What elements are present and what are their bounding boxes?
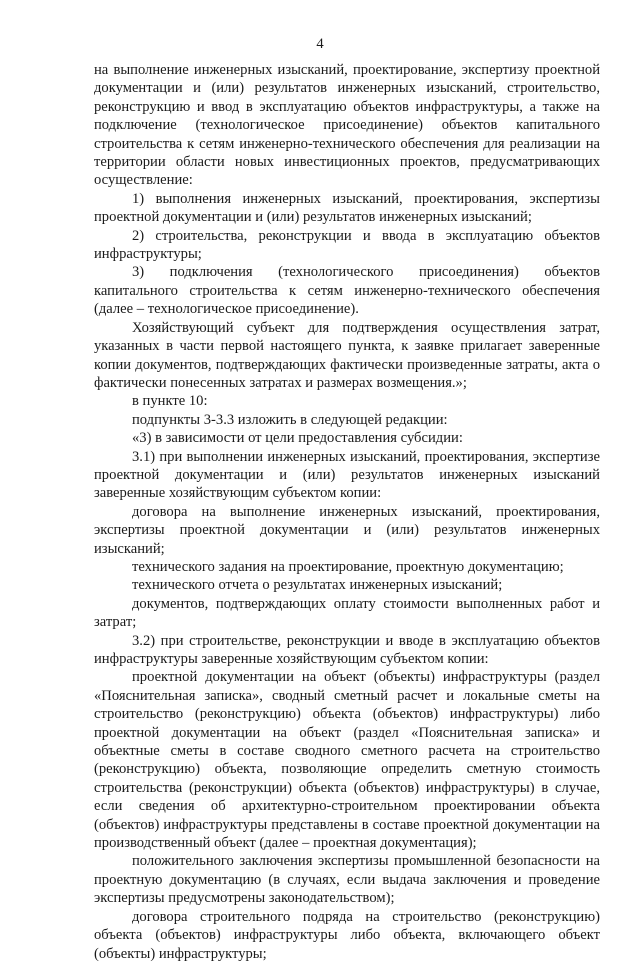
paragraph: «3) в зависимости от цели предоставления субсидии:: [132, 430, 463, 447]
paragraph: 2) строительства, реконструкции и ввода в эксплуатацию объектов инфраструктуры;: [94, 227, 600, 263]
paragraph: договора строительного подряда на строительство (реконструкцию) объекта (объектов) инфраструктуры либо объекта, включающего объект (объекты) инфраструктуры;: [94, 908, 600, 962]
paragraph: технического отчета о результатах инженерных изысканий;: [132, 577, 503, 594]
paragraph: документов, подтверждающих оплату стоимости выполненных работ и затрат;: [94, 595, 600, 631]
paragraph: 3.1) при выполнении инженерных изысканий, проектирования, экспертизе проектной документации и (или) результатов инженерных изысканий заверенные хозяйствующим субъектом копии:: [94, 448, 600, 502]
paragraph: на выполнение инженерных изысканий, проектирование, экспертизу проектной документации и (или) результатов инженерных изысканий, строительство, реконструкцию и ввод в эксплуатацию объектов инфраструктуры, а также на подключение (технологическое присоединение) объектов капитального строительства к сетям инженерно-технического обеспечения для реализации на территории области новых инвестиционных проектов, предусматривающих осуществление:: [94, 62, 600, 189]
paragraph: 3.2) при строительстве, реконструкции и вводе в эксплуатацию объектов инфраструктуры заверенные хозяйствующим субъектом копии:: [94, 632, 600, 667]
paragraph: договора на выполнение инженерных изысканий, проектирования, экспертизы проектной документации и (или) результатов инженерных изысканий;: [94, 503, 600, 557]
paragraph: технического задания на проектирование, проектную документацию;: [132, 558, 564, 575]
paragraph: положительного заключения экспертизы промышленной безопасности на проектную документацию (в случаях, если выдача заключения и проведение экспертизы предусмотрены законодательством);: [94, 853, 600, 907]
paragraph: 3) подключения (технологического присоединения) объектов капитального строительства к сетям инженерно-технического обеспечения (далее – технологическое присоединение).: [94, 264, 600, 318]
document-body: [94, 61, 600, 963]
paragraph: подпункты 3-3.3 изложить в следующей редакции:: [132, 411, 448, 428]
paragraph: 1) выполнения инженерных изысканий, проектирования, экспертизы проектной документации и (или) результатов инженерных изысканий;: [94, 190, 600, 226]
page-number: 4: [316, 36, 324, 52]
paragraph: Хозяйствующий субъект для подтверждения осуществления затрат, указанных в части первой настоящего пункта, к заявке прилагает заверенные копии документов, подтверждающих фактически произведенные затраты, акта о фактически понесенных затратах и размерах возмещения.»;: [94, 319, 600, 391]
paragraph: в пункте 10:: [132, 393, 208, 410]
paragraph: проектной документации на объект (объекты) инфраструктуры (раздел «Пояснительная записка», сводный сметный расчет и локальные сметы на строительство (реконструкцию) объекта (объектов) инфраструктуры) либо проектной документации на объект (раздел «Пояснительная записка» и объектные сметы в составе сводного сметного расчета на строительство (реконструкцию) объекта, позволяющие определить сметную стоимость строительства (реконструкции) объекта (объектов) инфраструктуры) в случае, если сведения об архитектурно-строительном проектировании объекта (объектов) инфраструктуры представлены в составе проектной документации на производственный объект (далее – проектная документация);: [94, 669, 600, 852]
